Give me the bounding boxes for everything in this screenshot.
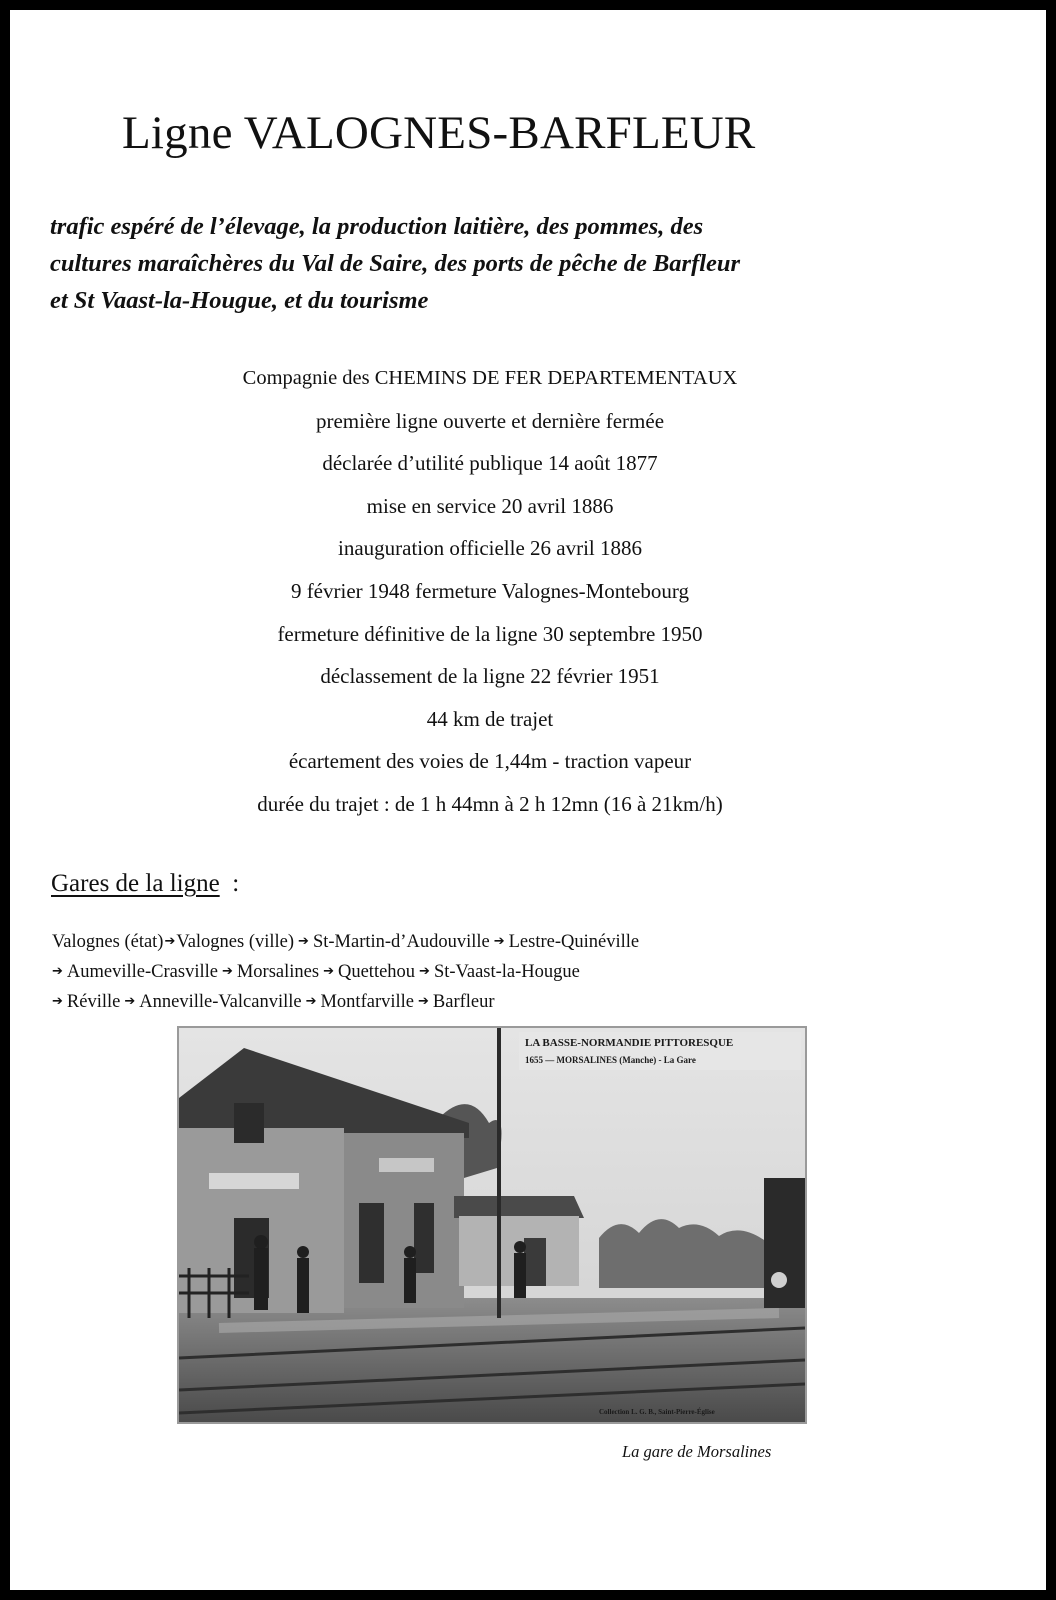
person-head [514, 1241, 526, 1253]
telegraph-pole [497, 1028, 501, 1318]
stations-heading [51, 870, 239, 898]
arrow-icon: ➔ [305, 994, 317, 1009]
station: Réville [66, 992, 121, 1012]
document-page [10, 10, 1046, 1590]
station: Montfarville [320, 992, 414, 1012]
arrow-icon: ➔ [124, 994, 136, 1009]
arrow-icon: ➔ [418, 994, 429, 1009]
station-list [52, 928, 852, 1018]
fact-service-start: mise en service 20 avril 1886 [366, 493, 614, 518]
station: Anneville-Valcanville [139, 992, 302, 1012]
stations-heading-colon: : [232, 870, 240, 897]
station-photo [177, 1026, 807, 1424]
person [254, 1248, 268, 1310]
person [514, 1253, 526, 1298]
station: Valognes (ville) [176, 932, 295, 952]
station-line [52, 988, 852, 1018]
station: St-Martin-d’Audouville [312, 932, 490, 952]
postcard-subtitle: 1655 — MORSALINES (Manche) - La Gare [525, 1055, 696, 1065]
fact-partial-closure: 9 février 1948 fermeture Valognes-Montebourg [290, 578, 690, 603]
goods-shed-door [524, 1238, 546, 1286]
station: Quettehou [337, 962, 416, 982]
station: Barfleur [432, 992, 495, 1012]
fact-inauguration: inauguration officielle 26 avril 1886 [337, 536, 643, 561]
station-window [414, 1203, 434, 1273]
arrow-icon: ➔ [52, 994, 63, 1009]
arrow-icon: ➔ [419, 964, 430, 979]
station-window [234, 1103, 264, 1143]
intro-paragraph [50, 208, 930, 319]
station-sign [209, 1173, 299, 1189]
arrow-icon: ➔ [493, 934, 505, 949]
fact-gauge: écartement des voies de 1,44m - traction vapeur [288, 749, 692, 774]
person-head [404, 1246, 416, 1258]
station-photo-illustration [179, 1028, 805, 1422]
station-line [52, 958, 852, 988]
person-head [297, 1246, 309, 1258]
station: St-Vaast-la-Hougue [433, 962, 580, 982]
arrow-icon: ➔ [52, 964, 63, 979]
postcard-credit: Collection L. G. B., Saint-Pierre-Église [599, 1408, 715, 1416]
line-facts [10, 357, 970, 826]
fact-company: Compagnie des CHEMINS DE FER DEPARTEMENTAUX [242, 367, 738, 389]
train-lamp [771, 1272, 787, 1288]
fact-public-utility: déclarée d’utilité publique 14 août 1877 [322, 451, 658, 476]
station: Morsalines [236, 962, 320, 982]
station-door [359, 1203, 384, 1283]
station-line [52, 928, 852, 958]
intro-line: et St Vaast-la-Hougue, et du tourisme [50, 287, 429, 314]
fact-declassification: déclassement de la ligne 22 février 1951 [320, 664, 660, 689]
arrow-icon: ➔ [323, 964, 334, 979]
fact-final-closure: fermeture définitive de la ligne 30 septembre 1950 [277, 621, 703, 646]
fact-duration: durée du trajet : de 1 h 44mn à 2 h 12mn (16 à 21km/h) [257, 791, 723, 816]
station: Lestre-Quinéville [508, 932, 640, 952]
person [297, 1258, 309, 1313]
postcard-header: LA BASSE-NORMANDIE PITTORESQUE [525, 1037, 734, 1049]
photo-caption: La gare de Morsalines [622, 1442, 772, 1461]
train [764, 1178, 805, 1308]
person [404, 1258, 416, 1303]
intro-line: trafic espéré de l’élevage, la production laitière, des pommes, des [50, 213, 704, 240]
fact-length: 44 km de trajet [426, 706, 554, 731]
station-sign-small [379, 1158, 434, 1172]
fact-first-last: première ligne ouverte et dernière fermée [315, 408, 665, 433]
arrow-icon: ➔ [221, 964, 233, 979]
arrow-icon: ➔ [298, 934, 309, 949]
arrow-icon: ➔ [164, 934, 176, 949]
person-head [254, 1235, 268, 1249]
station: Aumeville-Crasville [66, 962, 218, 982]
stations-heading-label: Gares de la ligne [51, 870, 220, 897]
station: Valognes (état) [52, 932, 164, 952]
intro-line: cultures maraîchères du Val de Saire, des ports de pêche de Barfleur [50, 250, 741, 277]
page-title: Ligne VALOGNES-BARFLEUR [122, 107, 756, 159]
goods-shed-roof [454, 1196, 584, 1218]
